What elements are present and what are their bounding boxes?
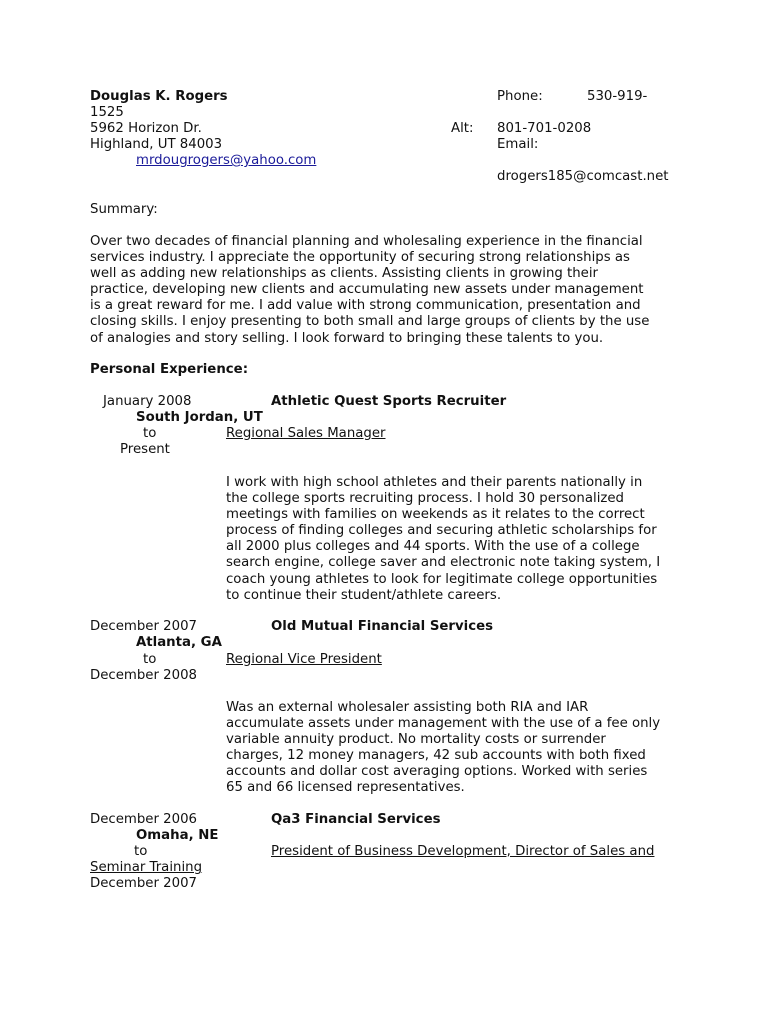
phone-number-part2: 1525 — [90, 105, 124, 120]
email-label: Email: — [497, 137, 539, 152]
summary-line: well as adding new relationships as clients. Assisting clients in growing their — [90, 266, 599, 282]
job-title-line2: Seminar Training — [90, 860, 203, 875]
summary-paragraph — [90, 234, 649, 347]
job-end-date: December 2008 — [90, 668, 198, 683]
phone-label: Phone: — [497, 89, 543, 104]
job-description-line: coach young athletes to look for legitimate college opportunities — [226, 571, 658, 587]
job-company: Qa3 Financial Services — [271, 812, 441, 827]
job-location: South Jordan, UT — [136, 410, 263, 425]
job-start-date: December 2006 — [90, 812, 198, 827]
summary-heading: Summary: — [90, 202, 158, 217]
job-description-line: the college sports recruiting process. I hold 30 personalized — [226, 491, 624, 507]
job-description-line: Was an external wholesaler assisting both RIA and IAR — [226, 700, 589, 715]
job-description-line: accumulate assets under management with the use of a fee only — [226, 716, 661, 732]
job-end-date: December 2007 — [90, 876, 198, 891]
job-to-word: to — [134, 844, 148, 859]
job-description-line: variable annuity product. No mortality costs or surrender — [226, 732, 606, 748]
job-description — [226, 475, 660, 604]
job-description-line: all 2000 plus colleges and 44 sports. With the use of a college — [226, 539, 640, 555]
summary-line: services industry. I appreciate the opportunity of securing strong relationships as — [90, 250, 630, 266]
applicant-name: Douglas K. Rogers — [90, 89, 228, 104]
job-start-date: January 2008 — [103, 394, 192, 409]
job-description-line: I work with high school athletes and their parents nationally in — [226, 475, 643, 490]
job-description-line: search engine, college saver and electronic note taking system, I — [226, 555, 661, 571]
job-description-line: 65 and 66 licensed representatives. — [226, 780, 465, 796]
job-location: Omaha, NE — [136, 828, 219, 843]
job-company: Old Mutual Financial Services — [271, 619, 494, 634]
phone-number-part1: 530-919- — [587, 89, 648, 104]
summary-line: practice, developing new clients and accumulating new assets under management — [90, 282, 644, 298]
job-title-line1: President of Business Development, Director of Sales and — [271, 844, 655, 859]
job-description — [226, 700, 660, 797]
summary-line: Over two decades of financial planning and wholesaling experience in the financial — [90, 234, 643, 249]
alt-phone-number: 801-701-0208 — [497, 121, 592, 136]
summary-line: is a great reward for me. I add value with strong communication, presentation and — [90, 298, 641, 314]
job-description-line: charges, 12 money managers, 42 sub accounts with both fixed — [226, 748, 646, 764]
job-to-word: to — [143, 426, 157, 441]
job-description-line: to continue their student/athlete careers. — [226, 587, 502, 603]
experience-heading: Personal Experience: — [90, 362, 249, 377]
job-location: Atlanta, GA — [136, 635, 222, 650]
job-company: Athletic Quest Sports Recruiter — [271, 394, 507, 409]
job-description-line: accounts and dollar cost averaging options. Worked with series — [226, 764, 648, 780]
job-to-word: to — [143, 652, 157, 667]
summary-line: of analogies and story selling. I look forward to bringing these talents to you. — [90, 330, 604, 346]
address-street: 5962 Horizon Dr. — [90, 121, 202, 136]
job-title: Regional Sales Manager — [226, 426, 386, 441]
job-description-line: meetings with families on weekends as it relates to the correct — [226, 507, 645, 523]
email-alt: drogers185@comcast.net — [497, 169, 669, 184]
job-end-date: Present — [120, 442, 170, 457]
email-link[interactable]: mrdougrogers@yahoo.com — [136, 153, 317, 168]
job-description-line: process of finding colleges and securing athletic scholarships for — [226, 523, 657, 539]
job-title: Regional Vice President — [226, 652, 382, 667]
summary-line: closing skills. I enjoy presenting to both small and large groups of clients by the use — [90, 314, 650, 330]
address-city: Highland, UT 84003 — [90, 137, 223, 152]
alt-phone-label: Alt: — [451, 121, 474, 136]
job-start-date: December 2007 — [90, 619, 198, 634]
